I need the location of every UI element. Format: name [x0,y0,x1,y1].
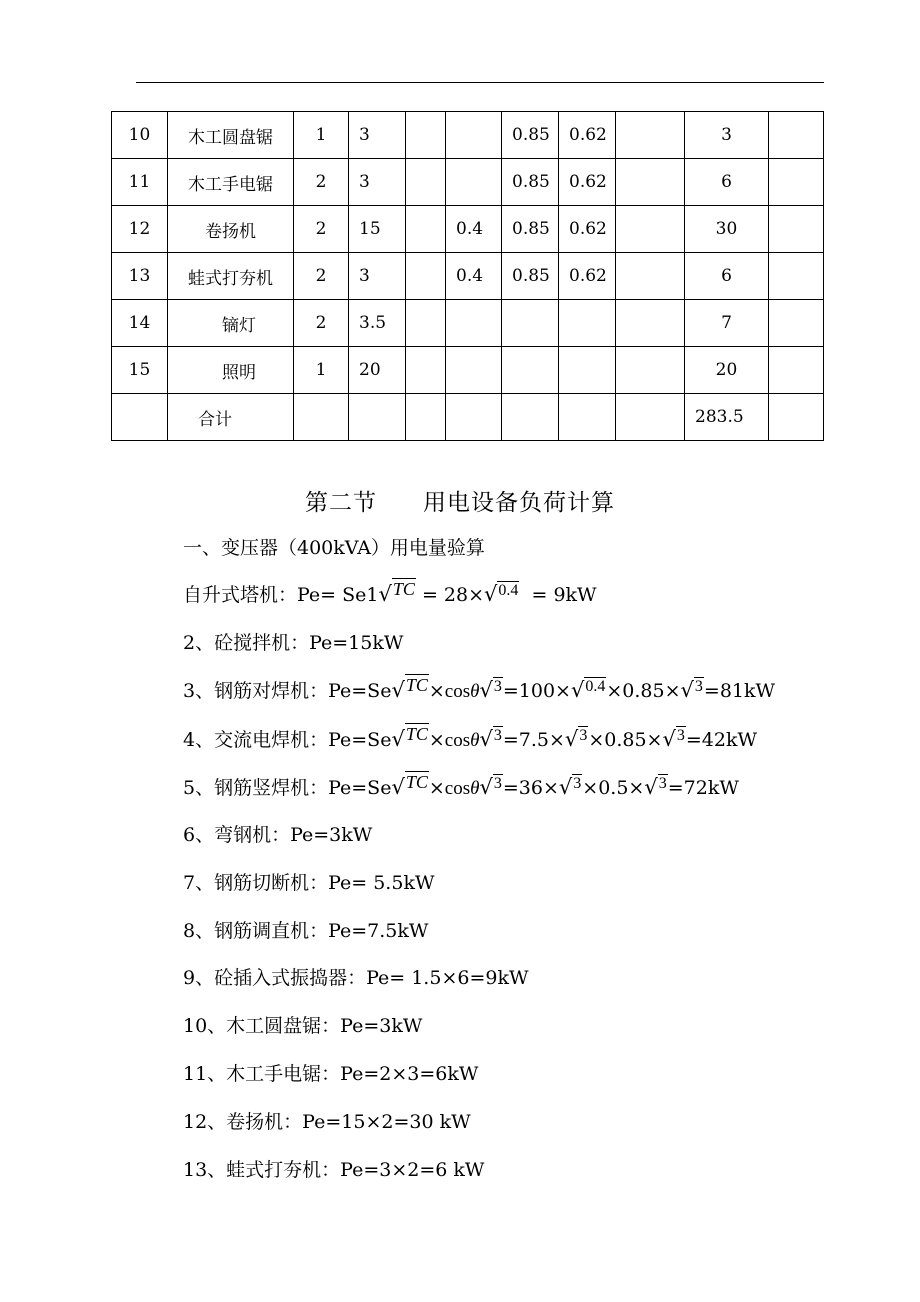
table-row [112,253,824,300]
empty-cell [406,394,446,441]
calc-line-12: 12、卷扬机：Pe=15×2=30 kW [183,1111,471,1133]
cell-total: 6 [685,253,769,300]
calc-line-13: 13、蛙式打夯机：Pe=3×2=6 kW [183,1159,485,1181]
cos-theta: cosθ [444,730,480,751]
empty-cell [349,394,406,441]
transformer-subheading: 一、变压器（400kVA）用电量验算 [183,537,485,559]
cell-cos [502,300,559,347]
sqrt-3: √$^3$ [479,678,502,702]
cell-power: 20 [349,347,406,394]
sqrt-3: √$^3$ [558,775,582,799]
table-row [112,206,824,253]
calc-line-6: 6、弯钢机：Pe=3kW [183,824,373,846]
total-label: 合计 [168,394,294,441]
table-total-row [112,394,824,441]
calc-line-2: 2、砼搅拌机：Pe=15kW [183,632,404,654]
sqrt-0-4: √$^{0.4}$ [484,582,519,606]
table-row [112,300,824,347]
cell-power: 3 [349,253,406,300]
cell-power: 3 [349,159,406,206]
header-rule [136,82,824,83]
cell-power: 3 [349,112,406,159]
cell-total: 30 [685,206,769,253]
cell-c8 [616,253,685,300]
cell-no: 11 [112,159,168,206]
cell-tan: 0.62 [559,206,616,253]
cell-total: 20 [685,347,769,394]
cell-power: 15 [349,206,406,253]
cell-kx [446,300,502,347]
empty-cell [769,394,824,441]
calc-line-9: 9、砼插入式振捣器：Pe= 1.5×6=9kW [183,967,529,989]
cell-c4 [406,206,446,253]
cell-power: 3.5 [349,300,406,347]
cell-c8 [616,300,685,347]
cell-c8 [616,159,685,206]
calc-line-1 [183,580,597,607]
cell-kx: 0.4 [446,253,502,300]
sqrt-tc: √TC [391,724,428,751]
cell-no: 10 [112,112,168,159]
sqrt-3: √$^3$ [644,775,667,799]
cell-cos: 0.85 [502,253,559,300]
calc-line-1-post: = 9kW [531,584,597,606]
cell-kx [446,159,502,206]
cell-tan [559,300,616,347]
total-value: 283.5 [685,394,769,441]
cell-c10 [769,347,824,394]
cell-c10 [769,159,824,206]
cell-no: 13 [112,253,168,300]
calc-line-1-mid: = 28× [421,584,485,606]
empty-cell [446,394,502,441]
cell-cos: 0.85 [502,159,559,206]
table-body [112,112,824,441]
empty-cell [502,394,559,441]
calc-line-10: 10、木工圆盘锯：Pe=3kW [183,1015,423,1037]
cell-qty: 2 [294,159,349,206]
cos-theta: cosθ [444,681,480,702]
cell-qty: 2 [294,206,349,253]
empty-cell [112,394,168,441]
cell-c4 [406,347,446,394]
sqrt-3: √$^3$ [479,727,502,751]
cell-total: 6 [685,159,769,206]
cell-c10 [769,112,824,159]
cell-c10 [769,253,824,300]
empty-cell [559,394,616,441]
sqrt-3: √$^3$ [680,678,703,702]
sqrt-3: √$^3$ [564,727,588,751]
cell-c4 [406,300,446,347]
cell-qty: 2 [294,300,349,347]
section-number: 第二节 [305,490,377,516]
calc-line-1-pre: 自升式塔机：Pe= Se1 [183,584,379,606]
section-heading: 用电设备负荷计算 [423,490,615,516]
cell-name: 蛙式打夯机 [168,253,294,300]
cell-tan: 0.62 [559,112,616,159]
cell-c8 [616,112,685,159]
cell-cos: 0.85 [502,206,559,253]
calc-line-5: 5、钢筋竖焊机：Pe=Se√TC×cosθ√$^3$=36×√$^3$×0.5×√$^3$=72kW [183,772,739,799]
cos-theta: cosθ [444,778,480,799]
table-row [112,347,824,394]
cell-cos: 0.85 [502,112,559,159]
cell-tan: 0.62 [559,253,616,300]
cell-kx [446,347,502,394]
calc-line-3: 3、钢筋对焊机：Pe=Se√TC×cosθ√$^3$=100×√$^{0.4}$×0.85×√$^3$=81kW [183,675,776,702]
cell-c10 [769,206,824,253]
cell-cos [502,347,559,394]
cell-name: 镝灯 [168,300,294,347]
cell-c10 [769,300,824,347]
cell-qty: 2 [294,253,349,300]
sqrt-tc: √TC [391,772,428,799]
sqrt-tc: √TC [391,675,428,702]
cell-name: 卷扬机 [168,206,294,253]
cell-c4 [406,159,446,206]
table-row [112,112,824,159]
cell-kx: 0.4 [446,206,502,253]
cell-qty: 1 [294,112,349,159]
empty-cell [616,394,685,441]
cell-c8 [616,347,685,394]
sqrt-3: √$^3$ [479,775,502,799]
cell-c4 [406,253,446,300]
cell-c8 [616,206,685,253]
cell-total: 3 [685,112,769,159]
calc-line-4: 4、交流电焊机：Pe=Se√TC×cosθ√$^3$=7.5×√$^3$×0.85×√$^3$=42kW [183,724,757,751]
cell-qty: 1 [294,347,349,394]
cell-c4 [406,112,446,159]
cell-name: 木工手电锯 [168,159,294,206]
cell-name: 木工圆盘锯 [168,112,294,159]
calc-line-11: 11、木工手电锯：Pe=2×3=6kW [183,1063,479,1085]
calc-line-7: 7、钢筋切断机：Pe= 5.5kW [183,872,435,894]
cell-tan: 0.62 [559,159,616,206]
section-title [0,484,920,517]
empty-cell [294,394,349,441]
sqrt-0-4: √$^{0.4}$ [570,678,606,702]
cell-no: 14 [112,300,168,347]
sqrt-3: √$^3$ [662,727,685,751]
cell-total: 7 [685,300,769,347]
equipment-load-table [111,111,824,441]
calc-line-8: 8、钢筋调直机：Pe=7.5kW [183,920,429,942]
cell-no: 12 [112,206,168,253]
sqrt-tc: √TC [378,579,415,606]
table-row [112,159,824,206]
cell-name: 照明 [168,347,294,394]
cell-tan [559,347,616,394]
cell-no: 15 [112,347,168,394]
cell-kx [446,112,502,159]
